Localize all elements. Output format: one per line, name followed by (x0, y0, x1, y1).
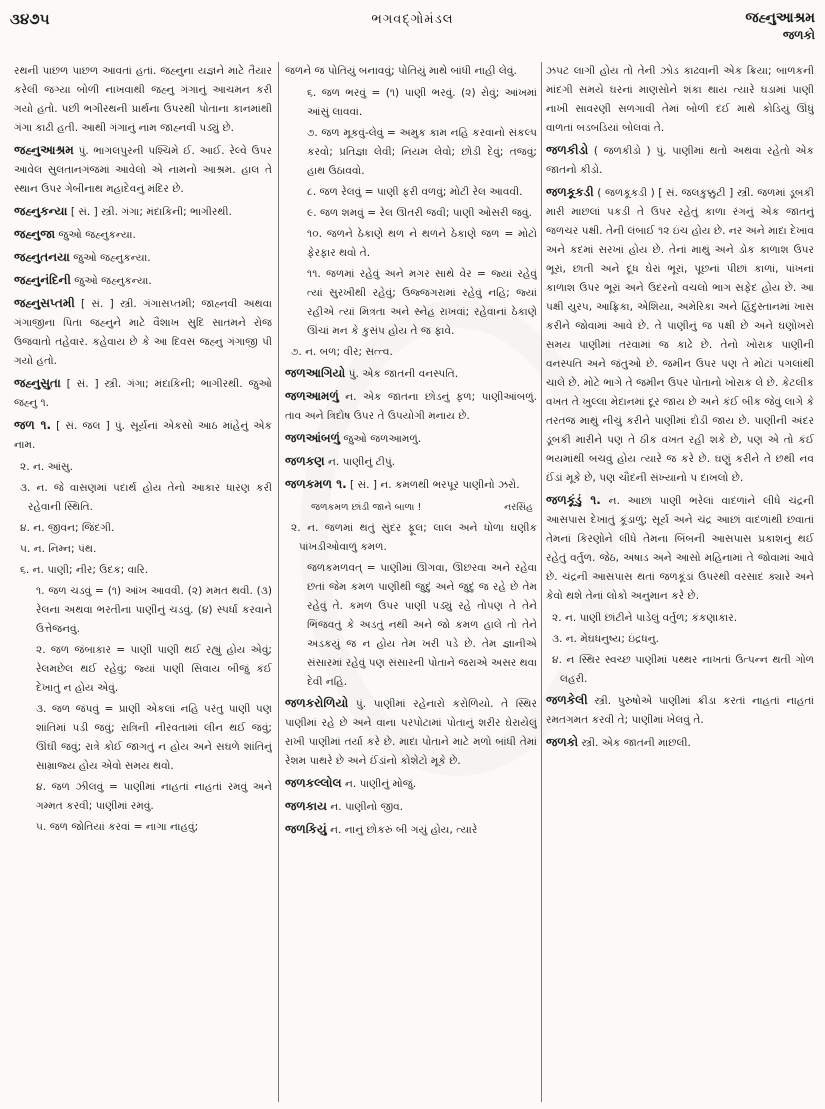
headword: જળ ૧. (14, 418, 52, 432)
guide-words (745, 10, 815, 44)
entry-sense (14, 778, 272, 816)
entry-sense (14, 700, 272, 776)
dictionary-entry (14, 202, 272, 222)
column-divider (541, 62, 542, 1102)
entry-text: ૭. જળ મૂકવું-લેવું = અમુક કામ નહિ કરવાનો સંકલ્પ કરવો; પ્રતિજ્ઞા લેવી; નિયમ લેવો; છોડી દેવું; તજવું; હાથ ઉઠાવવો. (307, 127, 537, 177)
dictionary-entry (546, 183, 814, 488)
entry-text: ૩. જળ જંપવું = પ્રાણી એકલાં નહિ પરંતુ પાણી પણ શાંતિમાં પડી જવું; રાત્રિની નીરવતામાં લીન થઈ જવું; ઊંઘી જવું; રાત્રે કોઈ જાગતું ન હોય અને સઘળે શાંતિનું સામ્રાજ્ય હોય એવો સમય થવો. (36, 703, 272, 772)
entry-sense (546, 630, 814, 649)
entry-text: ૩. ન. જે વાસણમાં પદાર્થ હોય તેનો આકાર ધારણ કરી રહેવાની સ્થિતિ. (20, 482, 272, 513)
guide-word-last: જળકો (782, 28, 815, 42)
entry-text: રથની પાછળ પાછળ આવતાં હતાં. જહ્નુના યજ્ઞને માટે તૈયાર કરેલી જગ્યા બોળી નાખવાથી જહ્નુ ગંગાનું આચમન કરી ગયો હતો. પછી ભગીરથની પ્રાર્થના ઉપરથી પોતાના કાનમાંથી ગંગા કાઢી હતી. આથી ગંગાનું નામ જાહ્નવી પડ્યું છે. (14, 65, 272, 134)
entry-text: [ સં. ] ન. કમળથી ભરપૂર પાણીનો ઝરો. (346, 479, 520, 491)
entry-text: [ સં. ] સ્ત્રી. ગંગાસપ્તમી; જાહ્નવી અથવા ગંગાજીના પિતા જહ્નુને માટે વૈશાખ સુદિ સાતમને રોજ ઉજવાતો તહેવાર. કહેવાય છે કે આ દિવસ જહ્નુ ગંગાજી પી ગયો હતો. (14, 298, 272, 367)
column-left (14, 62, 272, 1102)
entry-text: પું. એક જાતની વનસ્પતિ. (345, 368, 459, 380)
entry-sense (14, 561, 272, 580)
entry-text: પું. પાણીમાં રહેનારો કરોળિયો. તે સ્થિર પાણીમાં રહે છે અને વાના પરપોટામાં પોતાનું શરીર ઘેરાયેલું રાખી પાણીમાં તર્યા કરે છે. માદા પોતાને માટે મળો બાંધી તેમાં રેશમ પાથરે છે અને ઈંડાંનો કોશેટો મૂકે છે. (285, 698, 537, 767)
entry-text: ૫. જળ જોતિયાં કરવાં = નાગા નાહવું; (36, 821, 199, 833)
dictionary-entry (14, 271, 272, 291)
headword: જળકૂંડું ૧. (546, 493, 601, 507)
entry-sense (285, 204, 537, 223)
entry-text: ૪. ન. જીવન; જિંદગી. (20, 522, 115, 534)
headword: જહ્નુજા (14, 227, 56, 241)
headword: જળકૂકડી (546, 185, 594, 199)
headword: જળકો (546, 735, 579, 749)
entry-text: ૨. ન. જળમાં થતું સુંદર ફૂલ; લાલ અને ધોળા ઘણીક પાંખડીઓવાળું કમળ. (291, 522, 537, 553)
dictionary-entry (14, 248, 272, 268)
dictionary-entry (285, 364, 537, 384)
headword: જળઆમળું (285, 389, 339, 403)
entry-text: જુઓ જહ્નુકન્યા. (70, 275, 152, 287)
column-right (546, 62, 814, 1102)
entry-text: [ સં. ] સ્ત્રી. ગંગા; મંદાકિની; ભાગીરથી. (67, 206, 232, 218)
entry-sense (14, 458, 272, 477)
headword: જળકેલી (546, 693, 588, 707)
entry-sense (14, 818, 272, 837)
entry-text: ૮. જળ રેલવું = પાણી ફરી વળવું; મોટી રેલ આવવી. (307, 186, 523, 198)
entry-text: [ સં. ] સ્ત્રી. ગંગા; મંદાકિની; ભાગીરથી. જુઓ જહ્નુ ૧. (14, 378, 272, 409)
entry-text: ન. આછાં પાણી ભરેલાં વાદળાંને લીધે ચંદ્રની આસપાસ દેખાતું કૂંડાળું; સૂર્ય અને ચંદ્ર આછાં વાદળાંથી છવાતાં તેમનાં કિરણોને લીધે તેમના બિંબની આસપાસ પ્રકાશનું થઈ રહેતું વર્તુળ. જેઠ, અષાડ અને આસો મહિનામાં તે જોવામાં આવે છે. ચંદ્રની આસપાસ થતાં જળકૂંડાં ઉપરથી વરસાદ ક્યારે અને કેવો થશે તેનાં લોકો અનુમાન કરે છે. (546, 495, 814, 602)
entry-text: ૨. ન. આંસુ. (20, 461, 74, 473)
dictionary-entry (546, 733, 814, 753)
dictionary-entry (14, 294, 272, 371)
entry-text: સ્ત્રી. પુરુષોએ પાણીમાં ક્રીડા કરતાં નાહતાં નાહતાં રમતગમત કરવી તે; પાણીમાં ખેલવું તે. (546, 695, 814, 726)
headword: જળકણ (285, 454, 325, 468)
dictionary-entry (546, 691, 814, 730)
entry-sense (14, 582, 272, 639)
dictionary-entry (285, 475, 537, 495)
dictionary-entry (14, 416, 272, 455)
dictionary-entry (285, 774, 537, 794)
entry-text: ૫. ન. નિમ્ન; પંથ. (20, 543, 97, 555)
guide-word-first: જહ્નુઆશ્રમ (745, 10, 815, 26)
entry-text: [ સં. જલ ] પું. સૂર્યનાં એકસો આઠ માંહેનું એક નામ. (14, 420, 272, 451)
entry-text: ન. પાણીનો જીવ. (326, 801, 404, 813)
entry-text: પું. ભાગલપુરની પશ્ચિમે ઈ. આઈ. રેલ્વે ઉપર આવેલ સુલતાનગંજમાં આવેલો એ નામનો આશ્રમ. હાલ તે સ્થાન ઉપર ગેબીનાથ મહાદેવનું મંદિર છે. (14, 145, 272, 195)
entry-text: જળકમળવત્ = પાણીમાં ઊગવા, ઊછરવા અને રહેવા છતાં જેમ કમળ પાણીથી જુદું અને જુદું જ રહે છે તેમ રહેવું તે. કમળ ઉપર પાણી પડ્યું રહે તોપણ તે તેને ભિંજવતું કે અડતું નથી અને જો કમળ હાલે તો તેને અડકયું જ ન હોય તેમ ખરી પડે છે. તેમ જ્ઞાનીએ સંસારમાં રહેવું પણ સંસારની પોતાને જરાએ અસર થવા દેવી નહિ. (307, 562, 537, 688)
entry-text: ૨. ન. પાણી છાંટીને પાડેલું વર્તુળ; કંકણાકાર. (552, 612, 738, 624)
entry-text: ૬. જળ ભરવું = (૧) પાણી ભરવું. (૨) રોવું; આંખમાં આંસું લાવવાં. (307, 87, 537, 118)
headword: જહ્નુસુતા (14, 376, 61, 390)
entry-text: ( જળકીડો ) પું. પાણીમાં થતો અથવા રહેતો એક જાતનો કીડો. (546, 145, 814, 176)
entry-sense (285, 519, 537, 557)
dictionary-entry (285, 452, 537, 472)
entry-text: ૧. જળ ચડવું = (૧) આંખ આવવી. (૨) મમત થવી. (૩) રેલના અથવા ભરતીના પાણીનું ચડવું. (૪) સ્પર્ધા કરવાને ઉત્તેજનવું. (36, 585, 272, 635)
headword: જહ્નુનંદિની (14, 273, 71, 287)
entry-text: જુઓ જળઆમળું. (339, 433, 422, 445)
headword: જળકલ્લોલ (285, 776, 342, 790)
headword: જહ્નુકન્યા (14, 204, 68, 218)
dictionary-entry (285, 387, 537, 426)
entry-text: ૪. ન સ્થિર સ્વચ્છ પાણીમાં પથ્થર નાખતાં ઉત્પન્ન થતી ગોળ લહરી. (552, 654, 814, 685)
entry-sense (285, 559, 537, 692)
dictionary-entry (14, 62, 272, 138)
page-title: ભગવદ્ગોમંડલ (371, 12, 454, 27)
entry-sense (546, 651, 814, 689)
headword: જહ્નુતનયા (14, 250, 70, 264)
entry-sense (14, 519, 272, 538)
headword: જળકીડો (546, 143, 589, 157)
entry-text: ( જળકૂકડી ) [ સં. જલકુક્કુટી ] સ્ત્રી. જળમાં ડૂબકી મારી માછલાં પકડી તે ઉપર રહેતું કાળા રંગનું એક જાતનું જળચર પક્ષી. તેની લંબાઈ ૧૨ ઇંચ હોય છે. નર અને માદા દેખાવ અને કદમાં સરખાં હોય છે. તેનાં માથું અને ડોક કાળાશ ઉપર ભૂરાં, છાતી અને દૂધ ઘેરાં ભૂરાં, પૂછનાં પીછાં કાળાં, પાંખનાં કાળાશ ઉપર ભૂરાં અને ઉદરનો વચલો ભાગ સફેદ હોય છે. આ પક્ષી યુરપ, આફ્રિકા, એશિયા, અમેરિકા અને હિંદુસ્તાનમાં ખાસ કરીને જોવામાં આવે છે. તે પાણીનું જ પક્ષી છે અને ઘણોખરો સમય પાણીમાં તરવામાં જ કાઢે છે. તેનો ખોરાક પાણીની વનસ્પતિ અને જંતુઓ છે. જમીન ઉપર પણ તે મોટાં પગલાંથી ચાલે છે. મોટે ભાગે તે જમીન ઉપર પોતાનો ખોરાક લે છે. કેટલીક વખત તે ખુલ્લા મેદાનમાં દૂર જાય છે અને કંઈ બીક જેવું લાગે કે તરતજ માથું નીચું કરીને પાણીમાં દોડી જાય છે. પાણીની અંદર ડૂબકી મારીને પણ તે ઠીક વખત રહી શકે છે, પણ એ તો કંઈ ભયમાંથી બચવું હોય ત્યારે જ કરે છે. ઘણું કરીને તે છથી નવ ઈંડાં મૂકે છે, પણ ચૌદની સંખ્યાનો પ દાખલો છે. (546, 187, 814, 484)
column-divider (278, 62, 279, 1102)
entry-text: જળને જ પોતિયું બનાવવું; પોતિયું માથે બાંધી નાહી લેવું. (285, 65, 517, 77)
entry-sense (285, 265, 537, 341)
entry-sense (14, 479, 272, 517)
entry-text: ન. પાણીનું મોજું. (341, 778, 417, 790)
entry-text: ૭. ન. બળ; વીર; સત્ત્વ. (291, 346, 393, 358)
dictionary-entry (285, 820, 537, 840)
headword: જળઆંબળું (285, 431, 340, 445)
entry-sense (285, 225, 537, 263)
headword: જહ્નુસપ્તમી (14, 296, 75, 310)
quotation (285, 498, 537, 517)
entry-sense (285, 84, 537, 122)
headword: જળકરોળિયો (285, 696, 349, 710)
entry-text: જુઓ જહ્નુકન્યા. (55, 229, 136, 241)
dictionary-entry (285, 429, 537, 449)
entry-text: ૨. જળ જંબાકાર = પાણી પાણી થઈ રહ્યું હોય એવું; રેલમછેલ થઈ રહેવું; જ્યાં પાણી સિવાય બીજું કંઈ દેખાતું ન હોય એવું. (36, 644, 272, 694)
quotation-author: નરસિંહ (504, 502, 533, 513)
dictionary-entry (14, 374, 272, 413)
entry-sense (546, 609, 814, 628)
entry-sense (285, 343, 537, 362)
entry-sense (285, 183, 537, 202)
entry-text: ૩. ન. મેઘધનુષ્ય; ઇંદ્રધનુ. (552, 633, 659, 645)
entry-text: ઝપટ લાગી હોય તો તેની ઝોડ કાઢવાની એક ક્રિયા; બાળકની માંદગી સમયે ઘરનાં માણસોને શંકા થાય ત્યારે ઘડામાં પાણી નાખી સાવરણી સળગાવી તેમાં બોળી દઈ માથે કોડિયું ઊંધું વાળતાં બડબડિયાં બોલવાં તે. (546, 65, 814, 134)
dictionary-entry (546, 62, 814, 138)
headword: જળઆગિયો (285, 366, 346, 380)
entry-text: ન. એક જાતના છોડનું ફળ; પાણીઆંબળું. તાવ અને ત્રિદોષ ઉપર તે ઉપયોગી મનાય છે. (285, 391, 537, 422)
dictionary-entry (546, 491, 814, 606)
entry-text: ૯. જળ શમવું = રેલ ઊતરી જવી; પાણી ઓસરી જવું. (307, 207, 532, 219)
headword: જળકાય (285, 799, 327, 813)
dictionary-entry (285, 694, 537, 771)
headword: જળકમળ ૧. (285, 477, 347, 491)
entry-text: ૪. જળ ઝીલવું = પાણીમાં નાહતાં નાહતાં રમવું અને ગમ્મત કરવી; પાણીમાં રમવું. (36, 781, 272, 812)
dictionary-entry (14, 141, 272, 199)
entry-text: ન. પાણીનું ટીપું. (324, 456, 396, 468)
entry-text: ન. નાનું છોકરું બી ગયું હોય, ત્યારે (326, 824, 478, 836)
entry-text: જુઓ જહ્નુકન્યા. (69, 252, 151, 264)
page-number: ૩૪૭૫ (10, 10, 50, 28)
entry-text: ૬. ન. પાણી; નીર; ઉદક; વારિ. (20, 564, 149, 576)
entry-sense (14, 540, 272, 559)
dictionary-entry (14, 225, 272, 245)
page-header (0, 8, 825, 48)
headword: જહ્નુઆશ્રમ (14, 143, 74, 157)
dictionary-entry (285, 62, 537, 81)
dictionary-entry (285, 797, 537, 817)
entry-sense (285, 124, 537, 181)
column-middle (285, 62, 537, 1102)
headword: જળકિયું (285, 822, 327, 836)
entry-text: સ્ત્રી. એક જાતની માછલી. (578, 737, 691, 749)
entry-sense (14, 641, 272, 698)
dictionary-entry (546, 141, 814, 180)
entry-text: જળકમળ છાંડી જાને બાળા ! (311, 502, 422, 513)
entry-text: ૧૦. જળને ઠેકાણે થળ ને થળને ઠેકાણે જળ = મોટો ફેરફાર થવો તે. (307, 228, 537, 259)
entry-text: ૧૧. જળમાં રહેવું અને મગર સાથે વેર = જ્યાં રહેવું ત્યાં સુરખીથી રહેવું; ઉજ્જગરામાં રહેવું નહિ; જ્યાં રહીએ ત્યાં મિત્રતા અને સ્નેહ રાખવાં; રહેવાનાં ઠેકાણે ઊંચાં મન કે કુસંપ હોય તે જ ફાવે. (307, 268, 537, 337)
